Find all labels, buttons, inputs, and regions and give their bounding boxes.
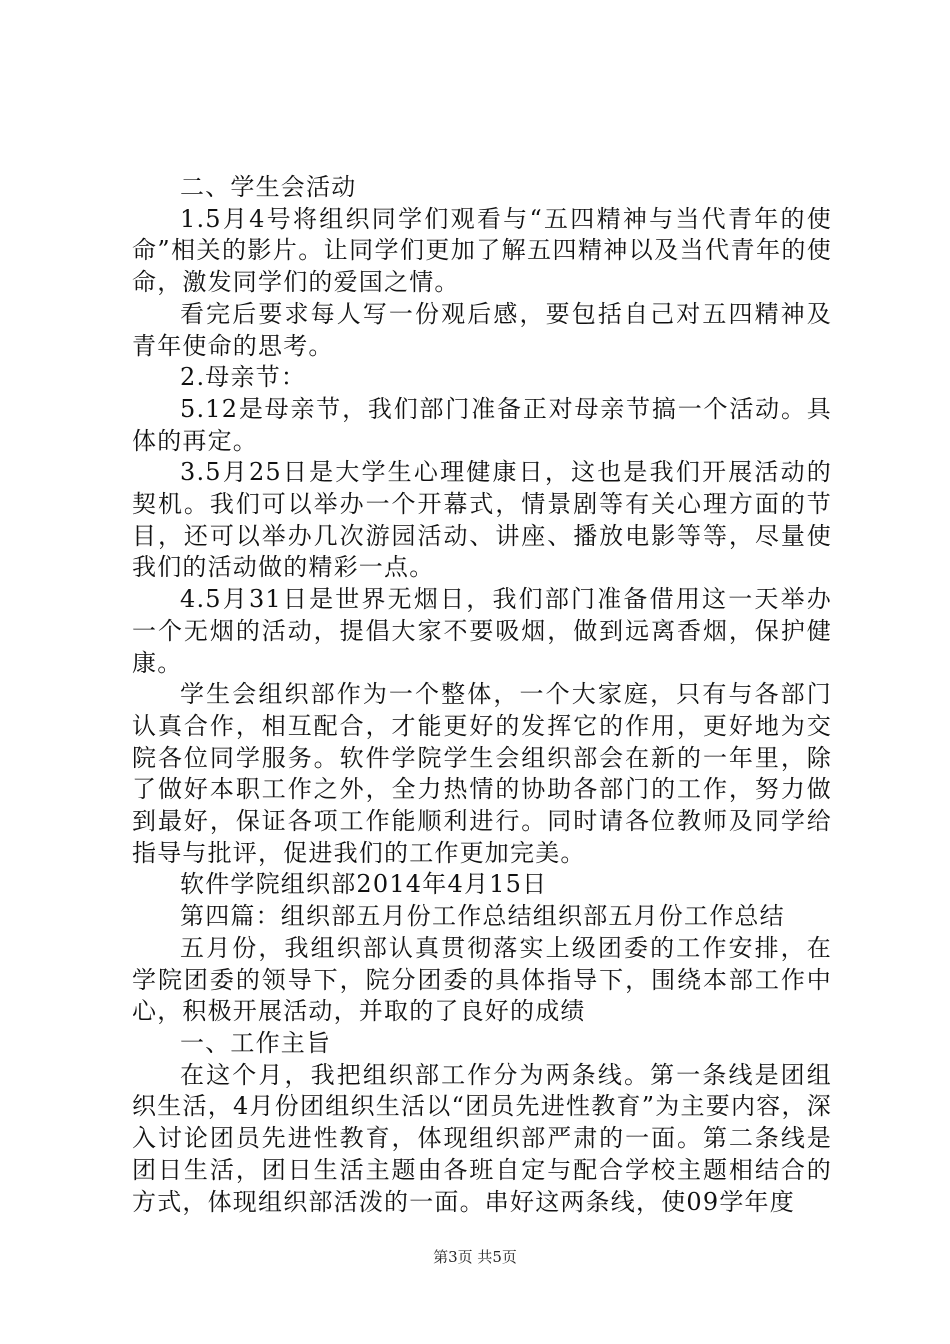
signature-line: 软件学院组织部2014年4月15日: [180, 870, 548, 899]
chapter-heading-part-four: 第四篇：组织部五月份工作总结组织部五月份工作总结: [180, 902, 785, 931]
item-heading-mothers-day: 2.母亲节：: [180, 363, 307, 392]
paragraph-mothers-day: 5.12是母亲节，我们部门准备正对母亲节搞一个活动。具体的再定。: [132, 394, 832, 455]
paragraph-reflection-essay: 看完后要求每人写一份观后感，要包括自己对五四精神及青年使命的思考。: [132, 299, 832, 360]
paragraph-no-tobacco-day: 4.5月31日是世界无烟日，我们部门准备借用这一天举办一个无烟的活动，提倡大家不要吸烟，做到远离香烟，保护健康。: [132, 585, 832, 677]
paragraph-may-intro: 五月份，我组织部认真贯彻落实上级团委的工作安排，在学院团委的领导下，院分团委的具体指导下，围绕本部工作中心，积极开展活动，并取的了良好的成绩: [132, 933, 832, 1026]
document-body: [132, 172, 832, 1218]
paragraph-two-lines: 在这个月，我把组织部工作分为两条线。第一条线是团组织生活，4月份团组织生活以“团员先进性教育”为主要内容，深入讨论团员先进性教育，体现组织部严肃的一面。第二条线是团日生活，团日生活主题由各班自定与配合学校主题相结合的方式，体现组织部活泼的一面。串好这两条线，使09学年度: [132, 1060, 832, 1216]
section-heading-student-union-activities: 二、学生会活动: [180, 173, 357, 201]
section-heading-work-purpose: 一、工作主旨: [180, 1028, 332, 1057]
page-number-footer: 第3页 共5页: [433, 1248, 517, 1266]
paragraph-organization-summary: 学生会组织部作为一个整体，一个大家庭，只有与各部门认真合作，相互配合，才能更好的发挥它的作用，更好地为交院各位同学服务。软件学院学生会组织部会在新的一年里，除了做好本职工作之外，全力热情的协助各部门的工作，努力做到最好，保证各项工作能顺利进行。同时请各位教师及同学给指导与批评，促进我们的工作更加完美。: [132, 680, 832, 867]
paragraph-may-fourth-film: 1.5月4号将组织同学们观看与“五四精神与当代青年的使命”相关的影片。让同学们更加了解五四精神以及当代青年的使命，激发同学们的爱国之情。: [132, 204, 832, 297]
paragraph-mental-health-day: 3.5月25日是大学生心理健康日，这也是我们开展活动的契机。我们可以举办一个开幕式，情景剧等有关心理方面的节目，还可以举办几次游园活动、讲座、播放电影等等，尽量使我们的活动做的精彩一点。: [132, 458, 832, 582]
